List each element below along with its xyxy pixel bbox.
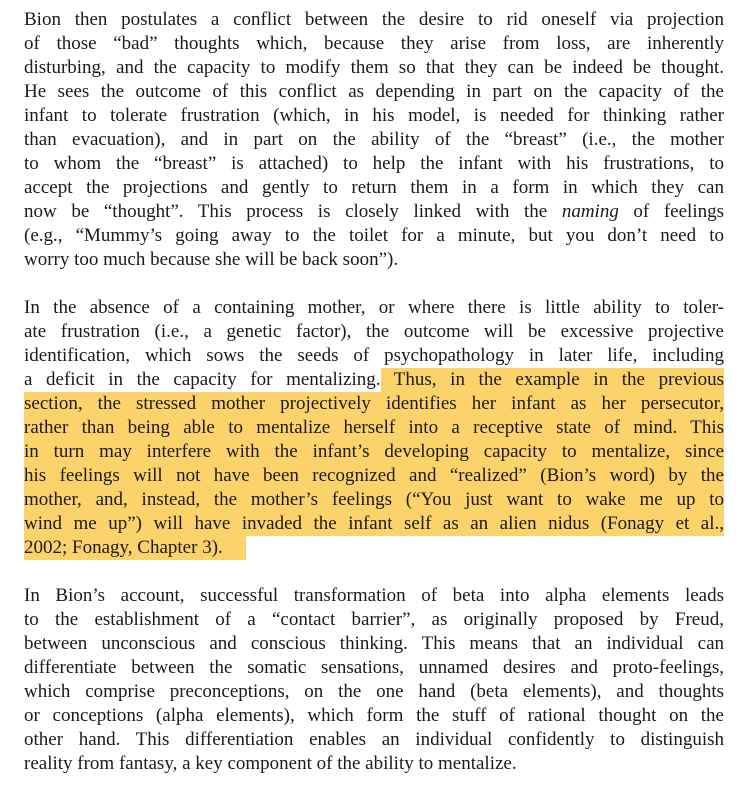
text-line: or conceptions (alpha elements), which form the stuff of rational thought on the [24,705,724,726]
text-line: infant to tolerate frustration (which, in his model, is needed for thinking rather [24,105,724,126]
text-line: disturbing, and the capacity to modify them so that they can be indeed be thought. [24,57,724,78]
text-line: accept the projections and gently to return them in a form in which they can [24,177,724,198]
highlighted-line: his feelings will not have been recognized and “realized” (Bion’s word) by the [24,465,724,486]
text-line: (e.g., “Mummy’s going away to the toilet for a minute, but you don’t need to [24,225,724,246]
text-line: In Bion’s account, successful transformation of beta into alpha elements leads [24,585,724,606]
text-line: which comprise preconceptions, on the one hand (beta elements), and thoughts [24,681,724,702]
text-segment: of feelings [618,201,725,222]
text-line: reality from fantasy, a key component of the ability to mentalize. [24,753,517,774]
text-segment: a deficit in the capacity for mentalizing. [24,369,381,390]
paragraph-3 [24,584,724,776]
paragraph-2 [24,296,724,560]
text-line: He sees the outcome of this conflict as depending in part on the capacity of the [24,81,724,102]
highlighted-line: rather than being able to mentalize herself into a receptive state of mind. This [24,417,724,438]
text-line: ate frustration (i.e., a genetic factor), the outcome will be excessive projective [24,321,724,342]
highlighted-line: wind me up”) will have invaded the infant self as an alien nidus (Fonagy et al., [24,513,724,534]
text-line: than evacuation), and in part on the ability of the “breast” (i.e., the mother [24,129,724,150]
text-line: to whom the “breast” is attached) to help the infant with his frustrations, to [24,153,724,174]
text-line: identification, which sows the seeds of psychopathology in later life, including [24,345,724,366]
text-line-with-highlight [24,368,724,392]
highlighted-text: Thus, in the example in the previous [380,369,725,390]
paragraph-1 [24,8,724,272]
text-segment: now be “thought”. This process is closely linked with the [24,201,562,222]
highlighted-line: 2002; Fonagy, Chapter 3). [24,536,246,560]
italic-term: naming [561,201,619,222]
text-line: other hand. This differentiation enables an individual confidently to distinguish [24,729,724,750]
text-line: worry too much because she will be back soon”). [24,249,399,270]
highlighted-line: in turn may interfere with the infant’s developing capacity to mentalize, since [24,441,724,462]
text-line: differentiate between the somatic sensations, unnamed desires and proto-feelings, [24,657,724,678]
text-line-with-italic [24,200,724,224]
text-line: of those “bad” thoughts which, because they arise from loss, are inherently [24,33,724,54]
text-line: Bion then postulates a conflict between the desire to rid oneself via projection [24,9,724,30]
document-page [24,8,724,776]
text-line: between unconscious and conscious thinking. This means that an individual can [24,633,724,654]
highlighted-line: section, the stressed mother projectively identifies her infant as her persecutor, [24,393,724,414]
text-line: to the establishment of a “contact barrier”, as originally proposed by Freud, [24,609,724,630]
text-line: In the absence of a containing mother, or where there is little ability to toler- [24,297,724,318]
highlighted-line: mother, and, instead, the mother’s feelings (“You just want to wake me up to [24,489,724,510]
